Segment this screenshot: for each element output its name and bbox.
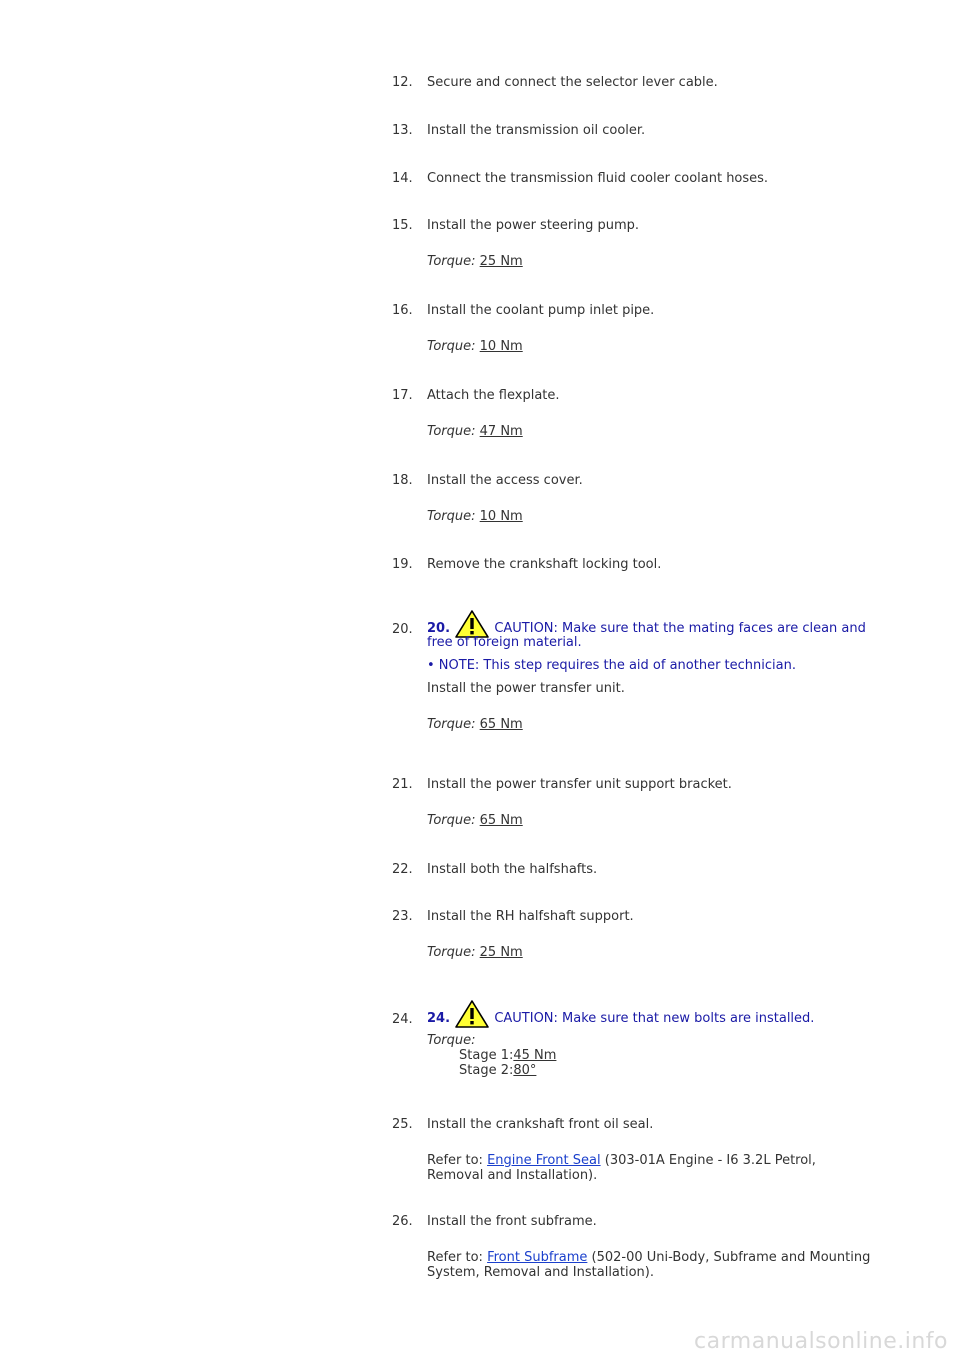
caution-step-number: 20. [427, 621, 451, 636]
stage-label: Stage 2: [459, 1063, 514, 1078]
step-number: 13. [392, 123, 413, 138]
torque-spec [427, 254, 887, 269]
torque-label: Torque: [427, 509, 476, 524]
torque-stage-1 [427, 1048, 887, 1063]
step-text: Install the crankshaft front oil seal. [427, 1117, 654, 1132]
torque-spec [427, 509, 887, 524]
step-number: 24. [392, 1012, 413, 1027]
torque-value: 25 Nm [479, 254, 523, 269]
caution-block [427, 610, 887, 638]
step-text: Connect the transmission fluid cooler coolant hoses. [427, 171, 769, 186]
step-number: 21. [392, 777, 413, 792]
step-text: Install the power transfer unit. [427, 681, 625, 696]
refer-detail-line2: System, Removal and Installation). [427, 1265, 655, 1280]
step-number: 25. [392, 1117, 413, 1132]
step-text: Install the front subframe. [427, 1214, 597, 1229]
step-text: Secure and connect the selector lever cable. [427, 75, 718, 90]
torque-label: Torque: [427, 254, 476, 269]
step-number: 20. [392, 622, 413, 637]
torque-value: 65 Nm [479, 717, 523, 732]
step-text: Install the power steering pump. [427, 218, 640, 233]
torque-label: Torque: [427, 424, 476, 439]
caution-text-line1: CAUTION: Make sure that new bolts are installed. [494, 1011, 815, 1026]
step-text: Install both the halfshafts. [427, 862, 598, 877]
step-number: 19. [392, 557, 413, 572]
stage-value: 80° [513, 1063, 537, 1078]
refer-detail-line1: (502-00 Uni-Body, Subframe and Mounting [591, 1250, 871, 1265]
torque-value: 47 Nm [479, 424, 523, 439]
step-number: 14. [392, 171, 413, 186]
torque-value: 25 Nm [479, 945, 523, 960]
front-subframe-link[interactable]: Front Subframe [487, 1250, 588, 1265]
caution-text-line2: free of foreign material. [427, 635, 582, 650]
torque-spec [427, 339, 887, 354]
torque-value: 10 Nm [479, 339, 523, 354]
step-number: 17. [392, 388, 413, 403]
torque-label: Torque: [427, 339, 476, 354]
torque-label: Torque: [427, 1033, 476, 1048]
caution-text-line1: CAUTION: Make sure that the mating faces are clean and [494, 621, 866, 636]
reference [427, 1250, 887, 1265]
watermark: carmanualsonline.info [694, 1329, 948, 1354]
step-text: Install the RH halfshaft support. [427, 909, 634, 924]
step-text: Remove the crankshaft locking tool. [427, 557, 662, 572]
torque-value: 65 Nm [479, 813, 523, 828]
torque-label: Torque: [427, 813, 476, 828]
refer-detail-line2: Removal and Installation). [427, 1168, 598, 1183]
torque-spec [427, 945, 887, 960]
step-number: 15. [392, 218, 413, 233]
caution-step-number: 24. [427, 1011, 451, 1026]
step-text: Install the transmission oil cooler. [427, 123, 646, 138]
step-number: 16. [392, 303, 413, 318]
note-text: • NOTE: This step requires the aid of another technician. [427, 658, 796, 673]
torque-spec [427, 424, 887, 439]
step-text: Install the access cover. [427, 473, 583, 488]
refer-prefix: Refer to: [427, 1250, 483, 1265]
torque-label: Torque: [427, 717, 476, 732]
engine-front-seal-link[interactable]: Engine Front Seal [487, 1153, 601, 1168]
step-number: 12. [392, 75, 413, 90]
refer-detail-line1: (303-01A Engine - I6 3.2L Petrol, [604, 1153, 816, 1168]
torque-spec [427, 813, 887, 828]
torque-spec [427, 717, 887, 732]
step-text: Install the power transfer unit support bracket. [427, 777, 732, 792]
reference [427, 1153, 887, 1168]
stage-label: Stage 1: [459, 1048, 514, 1063]
caution-block [427, 1000, 887, 1028]
step-number: 22. [392, 862, 413, 877]
warning-triangle-icon [455, 610, 489, 638]
torque-value: 10 Nm [479, 509, 523, 524]
step-number: 18. [392, 473, 413, 488]
step-text: Attach the flexplate. [427, 388, 560, 403]
torque-label: Torque: [427, 945, 476, 960]
step-number: 23. [392, 909, 413, 924]
step-text: Install the coolant pump inlet pipe. [427, 303, 655, 318]
torque-stage-2 [427, 1063, 887, 1078]
refer-prefix: Refer to: [427, 1153, 483, 1168]
stage-value: 45 Nm [513, 1048, 557, 1063]
step-number: 26. [392, 1214, 413, 1229]
warning-triangle-icon [455, 1000, 489, 1028]
